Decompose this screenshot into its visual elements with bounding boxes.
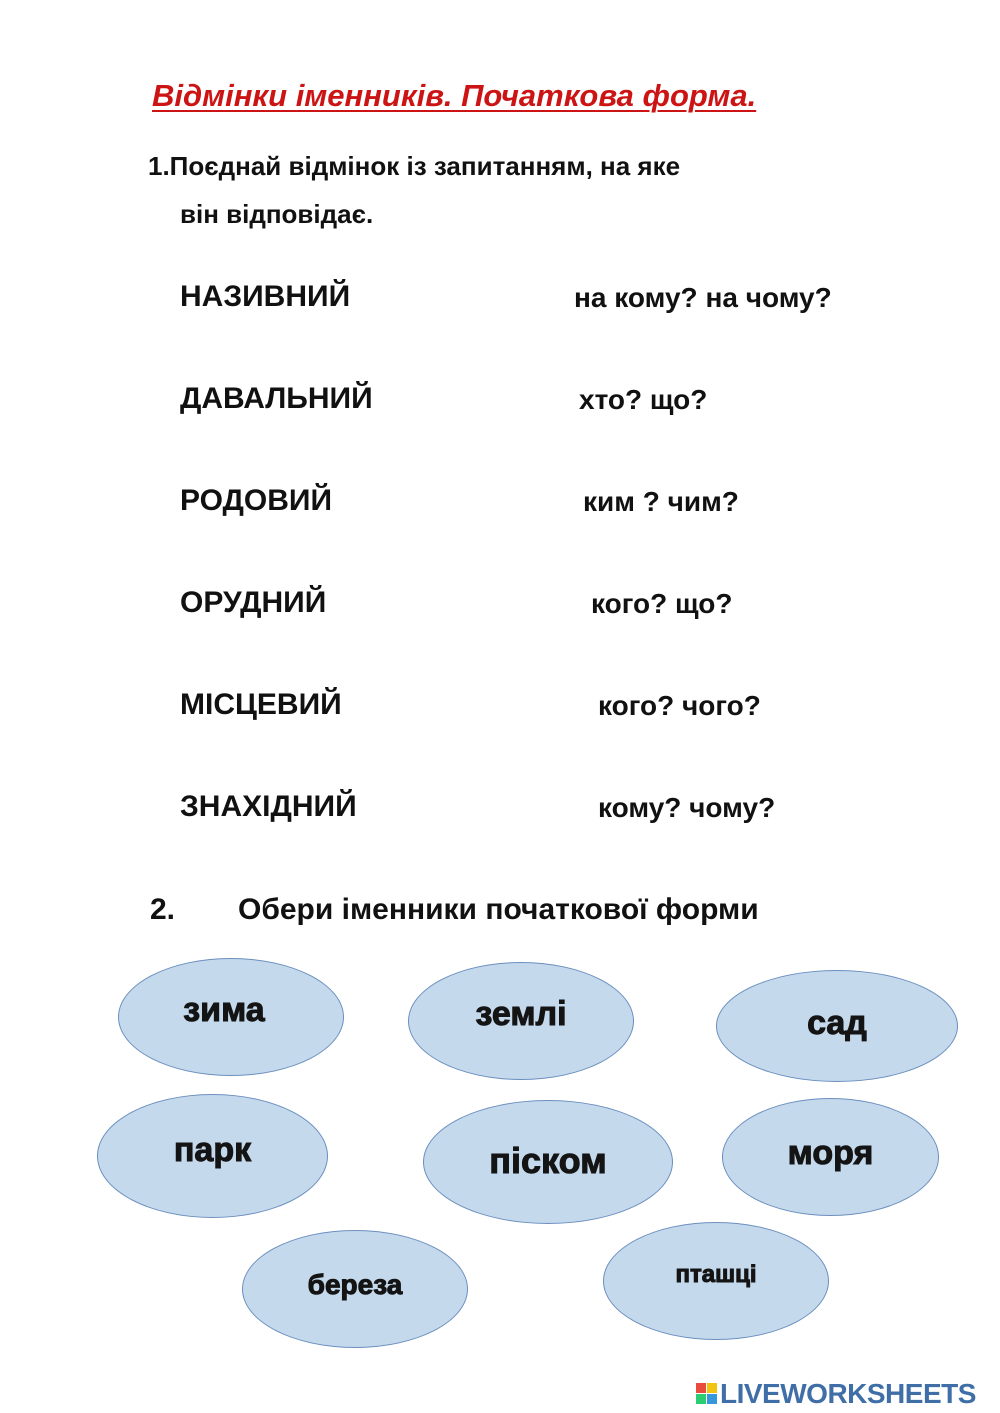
word-option-zemli[interactable] <box>408 962 634 1080</box>
word-option-label: пташці <box>675 1261 757 1288</box>
word-option-ptashtsi[interactable] <box>603 1222 829 1340</box>
word-option-label: моря <box>787 1133 874 1172</box>
question-1[interactable]: на кому? на чому? <box>574 282 832 313</box>
case-nominative[interactable]: НАЗИВНИЙ <box>180 280 351 313</box>
word-option-label: піском <box>489 1140 607 1181</box>
word-option-sad[interactable] <box>716 970 958 1082</box>
task-2-number: 2. <box>150 893 176 926</box>
liveworksheets-wordmark: LIVEWORKSHEETS <box>720 1378 976 1409</box>
question-4[interactable]: кого? що? <box>591 588 733 619</box>
word-option-zyma[interactable] <box>118 958 344 1076</box>
case-instrumental[interactable]: ОРУДНИЙ <box>180 586 327 619</box>
task-2-instruction <box>150 893 759 927</box>
question-2[interactable]: хто? що? <box>579 384 708 415</box>
word-option-piskom[interactable] <box>423 1100 673 1224</box>
liveworksheets-mark-icon <box>696 1383 718 1405</box>
task-1-line-2: він відповідає. <box>180 199 374 229</box>
word-option-bereza[interactable] <box>242 1230 468 1348</box>
question-3[interactable]: ким ? чим? <box>583 486 739 517</box>
liveworksheets-logo <box>696 1378 976 1410</box>
case-dative[interactable]: ДАВАЛЬНИЙ <box>180 382 373 415</box>
case-locative[interactable]: МІСЦЕВИЙ <box>180 688 342 721</box>
word-option-park[interactable] <box>97 1094 328 1218</box>
word-option-label: береза <box>307 1269 403 1300</box>
question-6[interactable]: кому? чому? <box>598 792 776 823</box>
task-1-line-1: 1.Поєднай відмінок із запитанням, на яке <box>148 151 681 181</box>
word-option-label: парк <box>173 1130 252 1169</box>
word-option-label: сад <box>807 1003 867 1042</box>
case-accusative[interactable]: ЗНАХІДНИЙ <box>180 790 357 823</box>
task-1-instruction <box>148 142 680 238</box>
task-2-text: Обери іменники початкової форми <box>238 893 759 926</box>
word-option-morya[interactable] <box>722 1098 939 1216</box>
worksheet-title: Відмінки іменників. Початкова форма. <box>152 78 757 113</box>
case-genitive[interactable]: РОДОВИЙ <box>180 484 333 517</box>
word-option-label: землі <box>475 994 567 1033</box>
question-5[interactable]: кого? чого? <box>598 690 761 721</box>
word-option-label: зима <box>183 990 265 1029</box>
